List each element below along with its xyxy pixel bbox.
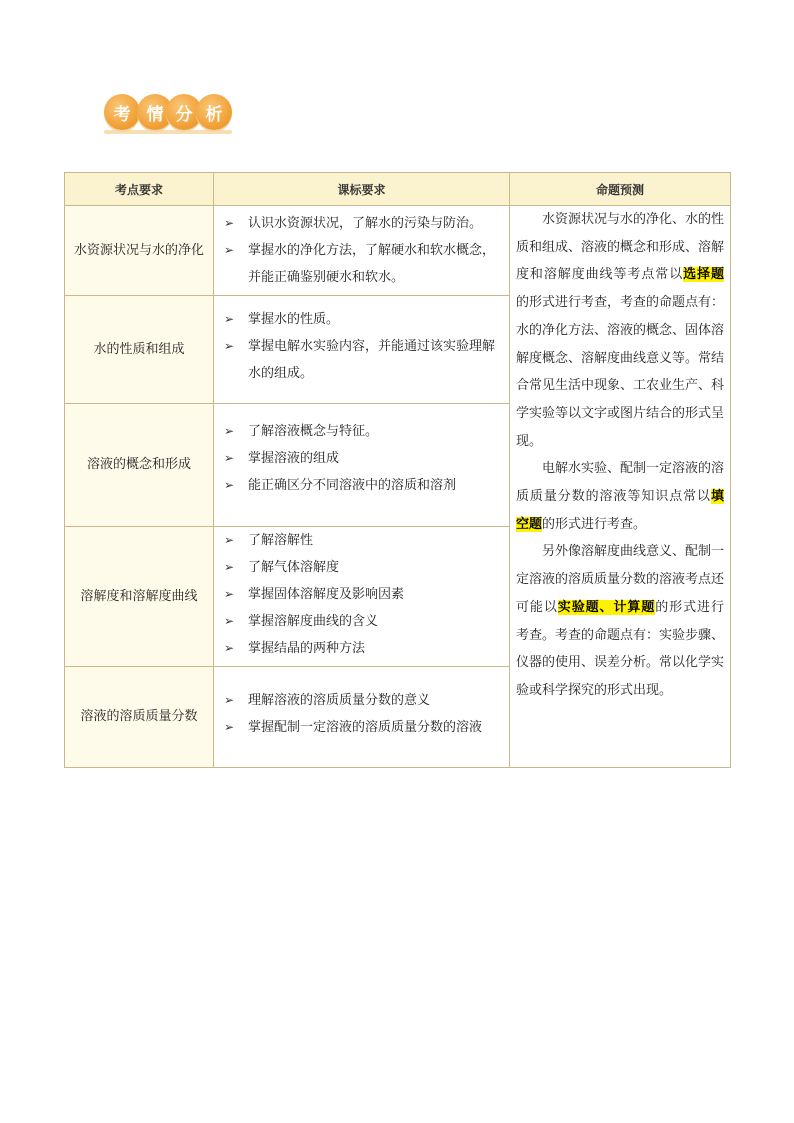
- requirement-item: [220, 581, 503, 608]
- requirement-text: 掌握电解水实验内容，并能通过该实验理解水的组成。: [248, 339, 496, 381]
- requirements-cell: [214, 206, 510, 296]
- requirement-item: [220, 418, 503, 445]
- requirement-text: 掌握水的性质。: [248, 312, 340, 327]
- prediction-paragraph-3: 另外像溶解度曲线意义、配制一定溶液的溶质质量分数的溶液考点还可能以实验题、计算题的形式进行考查。考查的命题点有：实验步骤、仪器的使用、误差分析。常以化学实验或科学探究的形式出现。: [516, 544, 725, 698]
- prediction-paragraph-2: 电解水实验、配制一定溶液的溶质质量分数的溶液等知识点常以填空题的形式进行考查。: [516, 461, 725, 532]
- requirement-text: 能正确区分不同溶液中的溶质和溶剂: [248, 478, 457, 493]
- requirement-text: 了解溶液概念与特征。: [248, 424, 379, 439]
- requirement-item: [220, 635, 503, 662]
- topic-cell: 溶液的概念和形成: [65, 404, 214, 527]
- requirement-text: 掌握固体溶解度及影响因素: [248, 587, 405, 602]
- highlight-fill-blank: 填空题: [516, 489, 724, 532]
- highlight-experiment-calculation: 实验题、计算题: [557, 599, 656, 615]
- requirements-cell: [214, 404, 510, 527]
- requirement-text: 掌握配制一定溶液的溶质质量分数的溶液: [248, 720, 483, 735]
- arrow-bullet-icon: ➢: [224, 424, 235, 438]
- arrow-bullet-icon: ➢: [224, 478, 235, 492]
- exam-analysis-table: [64, 172, 731, 768]
- arrow-bullet-icon: ➢: [224, 216, 235, 230]
- requirement-item: [220, 210, 503, 237]
- badge-underline: [104, 130, 232, 134]
- requirement-item: [220, 333, 503, 387]
- section-badge: [98, 92, 238, 138]
- header-topic: 考点要求: [65, 173, 214, 206]
- requirement-item: [220, 472, 503, 499]
- requirement-item: [220, 306, 503, 333]
- header-prediction: 命题预测: [510, 173, 731, 206]
- highlight-choice-question: 选择题: [683, 267, 724, 283]
- requirement-item: [220, 687, 503, 714]
- requirements-cell: [214, 667, 510, 768]
- requirement-text: 掌握溶解度曲线的含义: [248, 614, 379, 629]
- badge-char-3: 分: [166, 94, 202, 130]
- arrow-bullet-icon: ➢: [224, 641, 235, 655]
- badge-char-1: 考: [104, 94, 140, 130]
- topic-cell: 溶液的溶质质量分数: [65, 667, 214, 768]
- requirement-item: [220, 608, 503, 635]
- arrow-bullet-icon: ➢: [224, 693, 235, 707]
- requirement-text: 了解气体溶解度: [248, 560, 340, 575]
- requirement-text: 理解溶液的溶质质量分数的意义: [248, 693, 431, 708]
- arrow-bullet-icon: ➢: [224, 243, 235, 257]
- requirement-text: 认识水资源状况，了解水的污染与防治。: [248, 216, 483, 231]
- requirements-cell: [214, 527, 510, 667]
- requirement-text: 掌握结晶的两种方法: [248, 641, 366, 656]
- topic-cell: 溶解度和溶解度曲线: [65, 527, 214, 667]
- arrow-bullet-icon: ➢: [224, 614, 235, 628]
- badge-char-4: 析: [196, 94, 232, 130]
- requirement-item: [220, 714, 503, 741]
- requirements-cell: [214, 296, 510, 404]
- requirement-text: 了解溶解性: [248, 533, 314, 548]
- header-curriculum: 课标要求: [214, 173, 510, 206]
- arrow-bullet-icon: ➢: [224, 312, 235, 326]
- table-row: [65, 206, 731, 296]
- topic-cell: 水的性质和组成: [65, 296, 214, 404]
- prediction-cell: [510, 206, 731, 768]
- requirement-item: [220, 554, 503, 581]
- table-header-row: [65, 173, 731, 206]
- requirement-item: [220, 237, 503, 291]
- arrow-bullet-icon: ➢: [224, 533, 235, 547]
- badge-char-2: 情: [137, 94, 173, 130]
- requirement-text: 掌握溶液的组成: [248, 451, 340, 466]
- arrow-bullet-icon: ➢: [224, 339, 235, 353]
- requirement-item: [220, 445, 503, 472]
- topic-cell: 水资源状况与水的净化: [65, 206, 214, 296]
- arrow-bullet-icon: ➢: [224, 560, 235, 574]
- requirement-text: 掌握水的净化方法，了解硬水和软水概念，并能正确鉴别硬水和软水。: [248, 243, 496, 285]
- prediction-paragraph-1: 水资源状况与水的净化、水的性质和组成、溶液的概念和形成、溶解度和溶解度曲线等考点常以选择题的形式进行考查，考查的命题点有：水的净化方法、溶液的概念、固体溶解度概念、溶解度曲线意义等。常结合常见生活中现象、工农业生产、科学实验等以文字或图片结合的形式呈现。: [516, 212, 725, 449]
- arrow-bullet-icon: ➢: [224, 451, 235, 465]
- arrow-bullet-icon: ➢: [224, 587, 235, 601]
- arrow-bullet-icon: ➢: [224, 720, 235, 734]
- requirement-item: [220, 527, 503, 554]
